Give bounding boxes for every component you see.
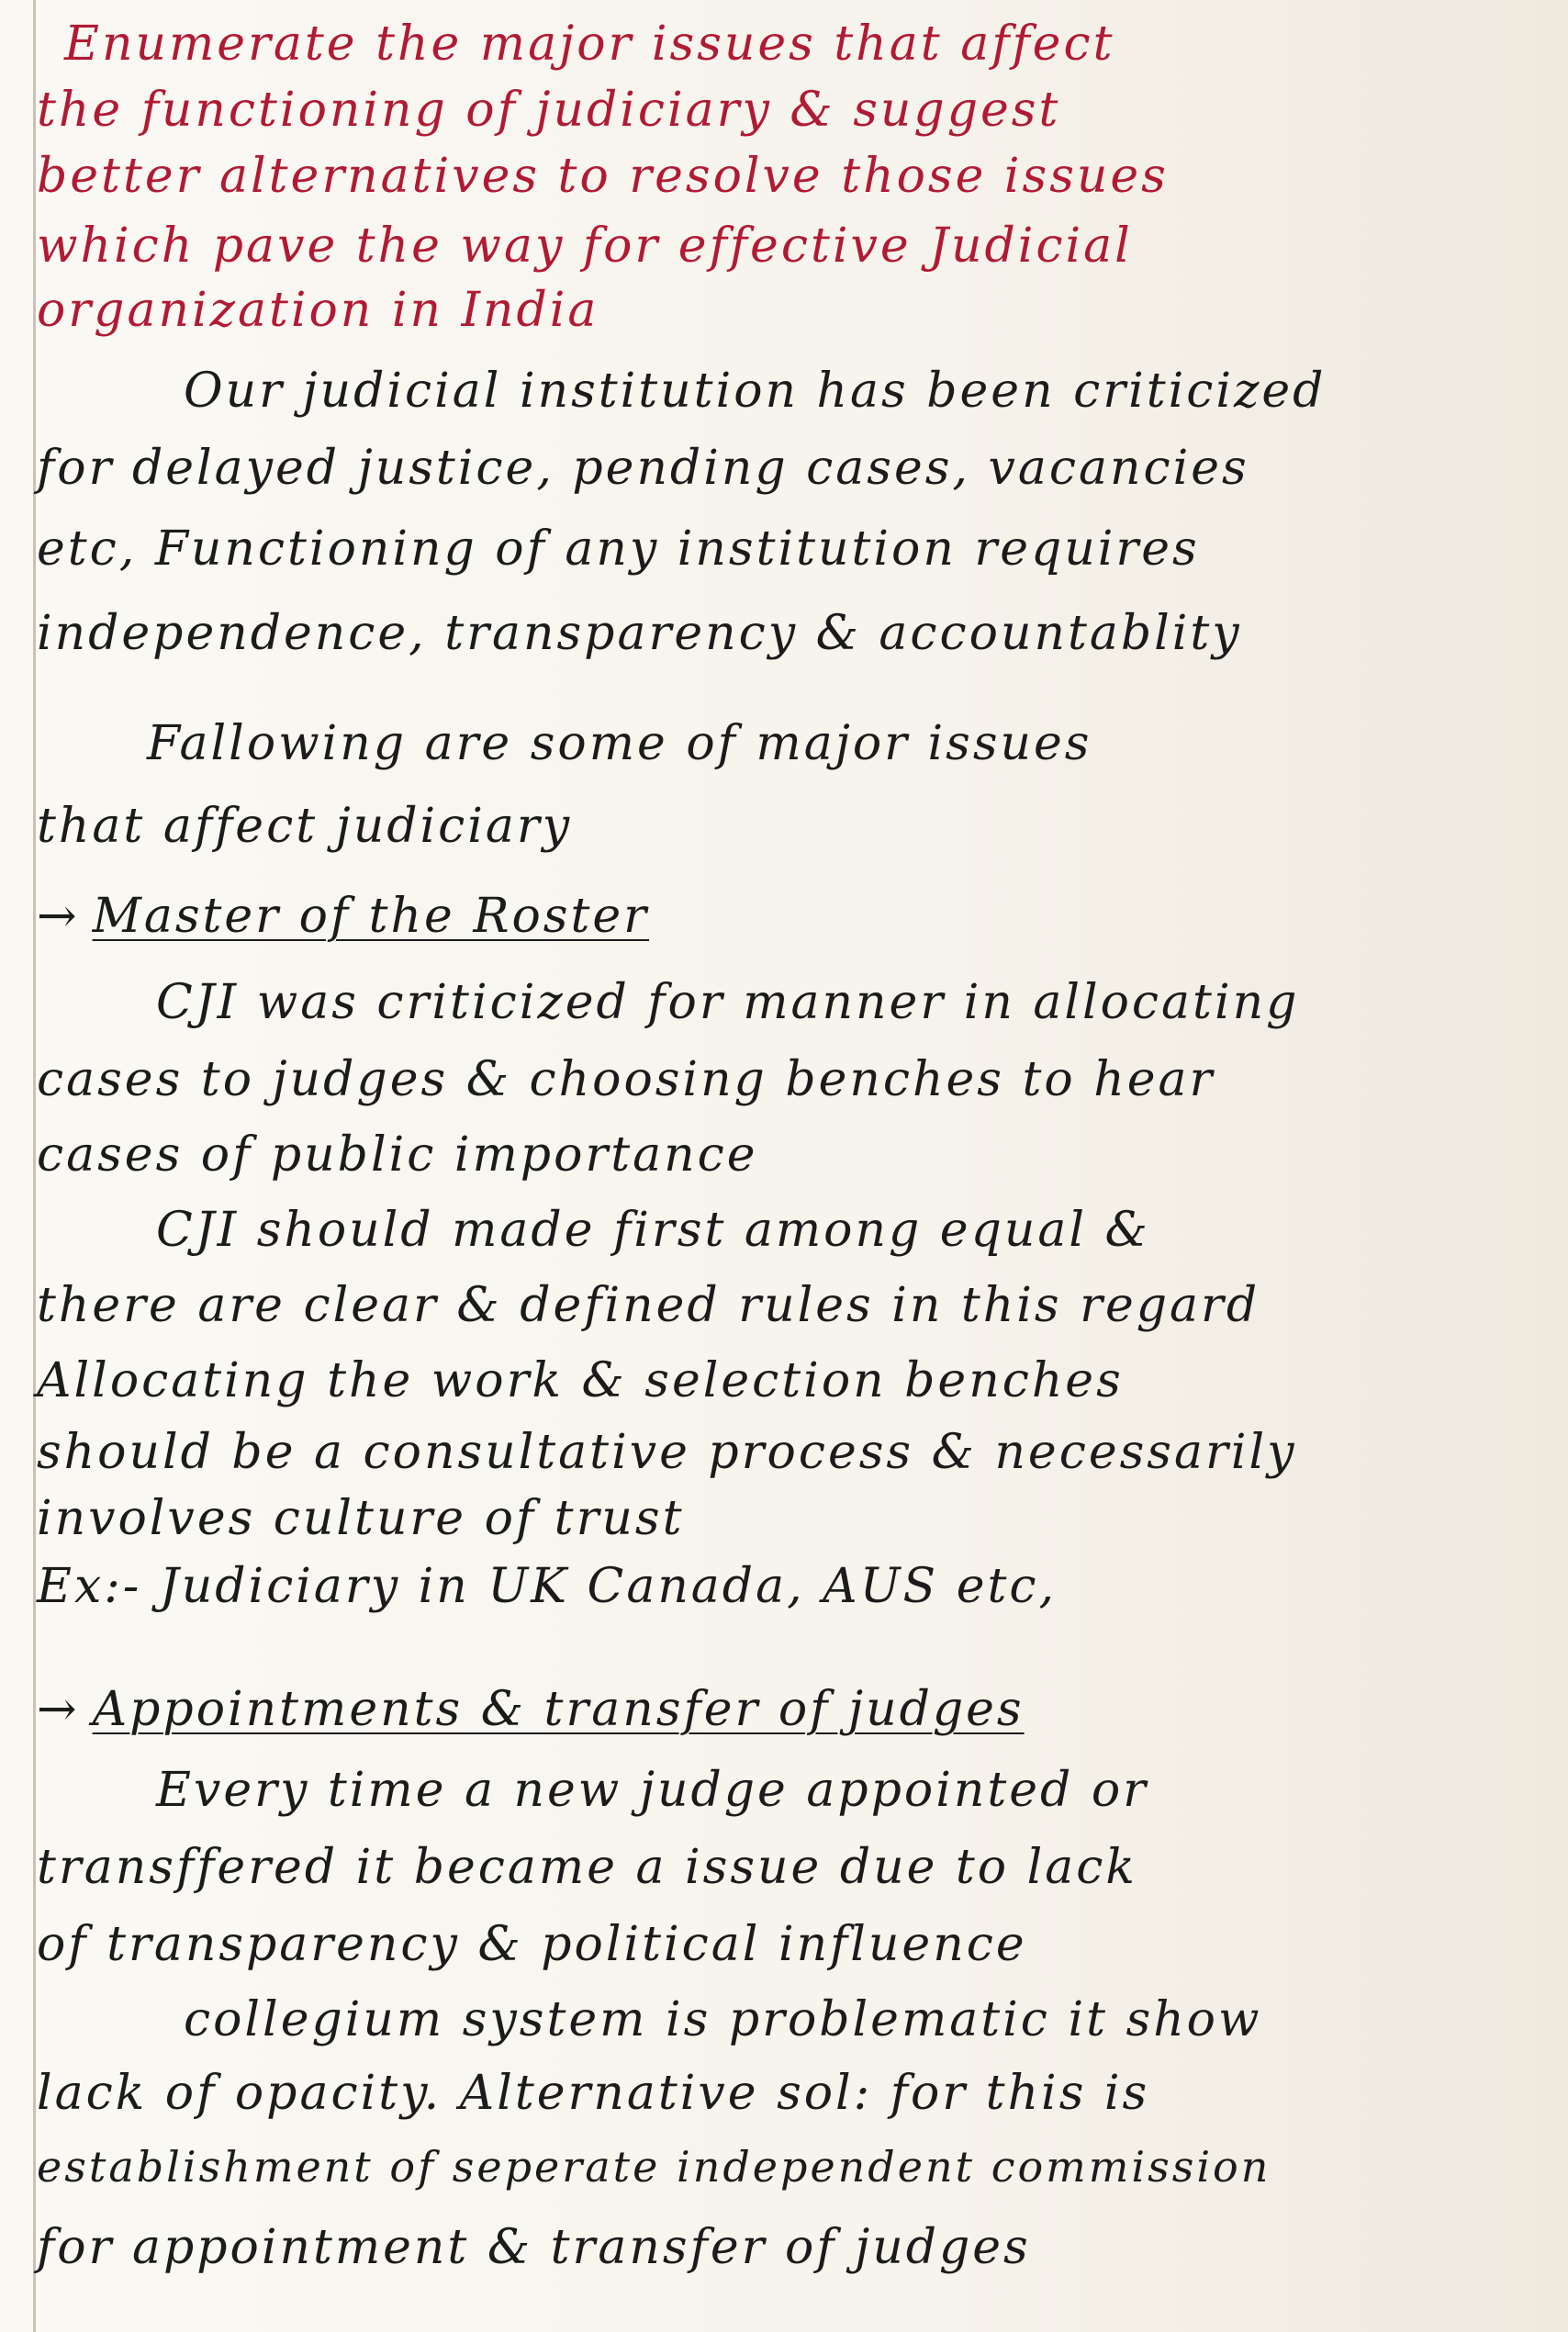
section2-line-3: of transparency & political influence (37, 1917, 1027, 1972)
section1-line-7: should be a consultative process & necessarily (37, 1425, 1297, 1480)
section2-line-4: collegium system is problematic it show (184, 1992, 1262, 2047)
question-line-3: better alternatives to resolve those issues (37, 149, 1169, 204)
section1-line-6: Allocating the work & selection benches (37, 1353, 1124, 1408)
section1-line-9: Ex:- Judiciary in UK Canada, AUS etc, (37, 1559, 1058, 1614)
question-line-2: the functioning of judiciary & suggest (37, 83, 1061, 138)
intro-line-4: independence, transparency & accountablity (37, 606, 1242, 661)
section1-line-8: involves culture of trust (37, 1491, 685, 1546)
section1-line-3: cases of public importance (37, 1127, 758, 1183)
section2-line-6: establishment of seperate independent commission (37, 2142, 1271, 2192)
section1-line-1: CJI was criticized for manner in allocating (156, 975, 1300, 1030)
question-line-5: organization in India (37, 283, 599, 338)
question-line-4: which pave the way for effective Judicial (37, 219, 1133, 274)
issues-intro-line-1: Fallowing are some of major issues (147, 716, 1092, 771)
section2-line-7: for appointment & transfer of judges (37, 2220, 1031, 2275)
section1-line-4: CJI should made first among equal & (156, 1203, 1150, 1258)
section1-heading (37, 889, 649, 944)
section2-heading (37, 1682, 1025, 1737)
arrow-icon: → (37, 1682, 80, 1737)
section1-line-5: there are clear & defined rules in this regard (37, 1278, 1260, 1333)
margin-line (33, 0, 36, 2332)
section2-line-2: transffered it became a issue due to lack (37, 1840, 1137, 1895)
section2-line-5: lack of opacity. Alternative sol: for this is (37, 2066, 1150, 2121)
section2-heading-text: Appointments & transfer of judges (92, 1682, 1025, 1737)
section1-heading-text: Master of the Roster (92, 889, 650, 944)
intro-line-2: for delayed justice, pending cases, vacancies (37, 441, 1249, 496)
section2-line-1: Every time a new judge appointed or (156, 1763, 1148, 1818)
intro-line-3: etc, Functioning of any institution requires (37, 521, 1200, 577)
question-line-1: Enumerate the major issues that affect (64, 17, 1115, 72)
section1-line-2: cases to judges & choosing benches to hear (37, 1052, 1215, 1107)
intro-line-1: Our judicial institution has been criticized (184, 364, 1327, 419)
issues-intro-line-2: that affect judiciary (37, 799, 573, 854)
arrow-icon: → (37, 889, 80, 944)
